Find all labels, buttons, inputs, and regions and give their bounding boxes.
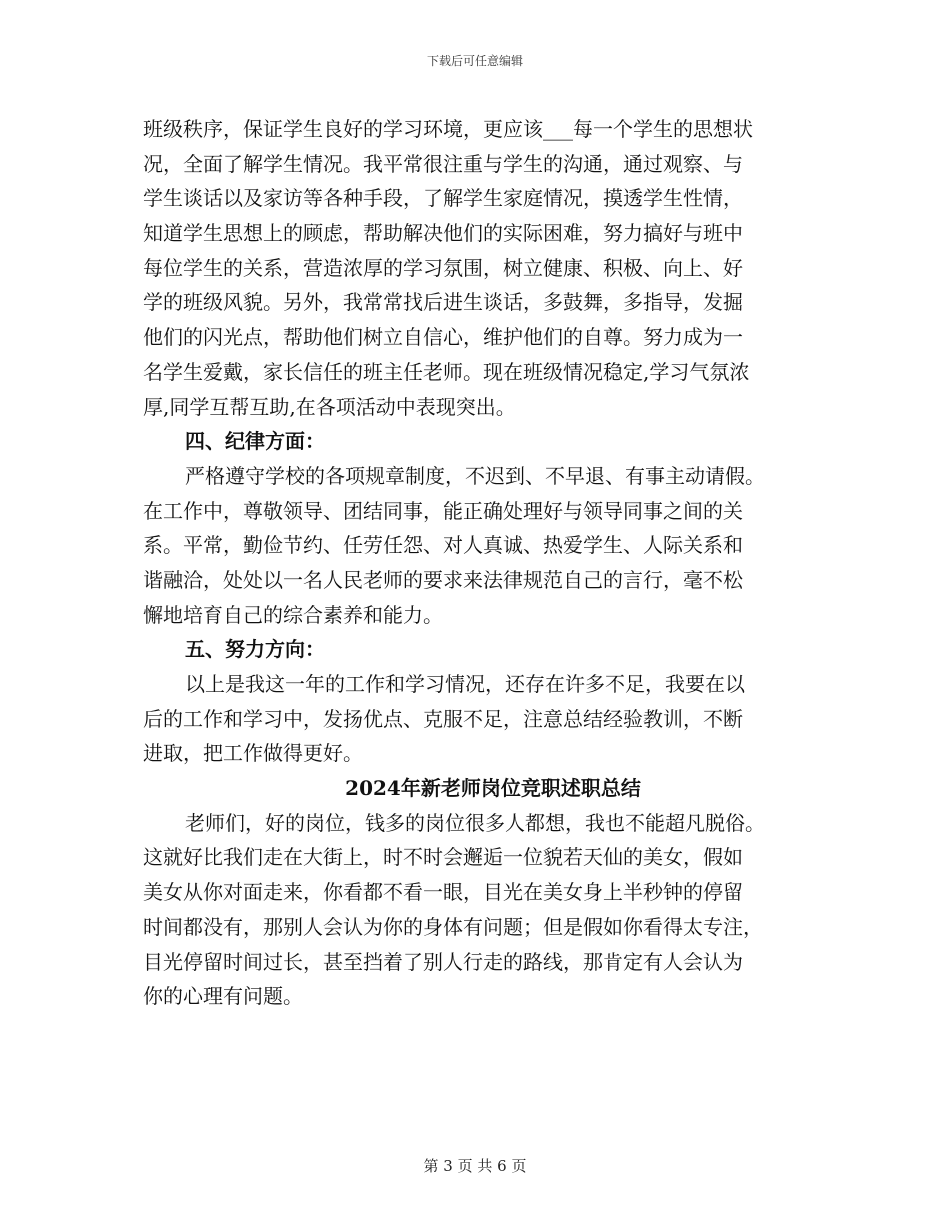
body-line: 名学生爱戴，家长信任的班主任老师。现在班级情况稳定,学习气氛浓 [143, 359, 750, 384]
body-line: 美女从你对面走来，你看都不看一眼，目光在美女身上半秒钟的停留 [143, 880, 743, 905]
body-line: 每位学生的关系，营造浓厚的学习氛围，树立健康、积极、向上、好 [143, 255, 743, 280]
body-line: 知道学生思想上的顾虑，帮助解决他们的实际困难，努力搞好与班中 [143, 221, 743, 246]
page-footer: 第 3 页 共 6 页 [423, 1157, 527, 1175]
body-line: 以上是我这一年的工作和学习情况，还存在许多不足，我要在以 [185, 672, 745, 696]
body-line: 厚,同学互帮互助,在各项活动中表现突出。 [143, 394, 516, 419]
body-line: 学的班级风貌。另外，我常常找后进生谈话，多鼓舞，多指导，发掘 [143, 290, 743, 315]
document-body [143, 112, 813, 1014]
body-line: 在工作中，尊敬领导、团结同事，能正确处理好与领导同事之间的关 [143, 498, 743, 523]
section-heading-direction: 五、努力方向： [185, 637, 325, 662]
body-line: 谐融洽，处处以一名人民老师的要求来法律规范自己的言行，毫不松 [143, 567, 743, 592]
body-line: 况，全面了解学生情况。我平常很注重与学生的沟通，通过观察、与 [143, 151, 743, 176]
body-line: 严格遵守学校的各项规章制度，不迟到、不早退、有事主动请假。 [185, 463, 765, 488]
body-line: 这就好比我们走在大街上，时不时会邂逅一位貌若天仙的美女，假如 [143, 845, 743, 870]
body-line: 你的心理有问题。 [143, 984, 303, 1009]
article-title: 2024年新老师岗位竞职述职总结 [345, 776, 641, 801]
body-line: 时间都没有，那别人会认为你的身体有问题；但是假如你看得太专注， [143, 914, 763, 939]
body-line: 老师们，好的岗位，钱多的岗位很多人都想，我也不能超凡脱俗。 [185, 810, 765, 835]
body-line: 学生谈话以及家访等各种手段，了解学生家庭情况，摸透学生性情， [143, 186, 743, 211]
body-line: 他们的闪光点，帮助他们树立自信心，维护他们的自尊。努力成为一 [143, 325, 743, 350]
body-line: 系。平常，勤俭节约、任劳任怨、对人真诚、热爱学生、人际关系和 [143, 533, 743, 558]
body-line: 目光停留时间过长，甚至挡着了别人行走的路线，那肯定有人会认为 [143, 949, 743, 974]
body-line: 进取，把工作做得更好。 [143, 741, 363, 766]
page-header: 下载后可任意编辑 [426, 54, 523, 68]
body-line: 班级秩序，保证学生良好的学习环境，更应该___每一个学生的思想状 [143, 117, 753, 141]
body-line: 懈地培育自己的综合素养和能力。 [143, 602, 443, 627]
section-heading-discipline: 四、纪律方面： [185, 429, 325, 454]
body-line: 后的工作和学习中，发扬优点、克服不足，注意总结经验教训，不断 [143, 706, 743, 731]
